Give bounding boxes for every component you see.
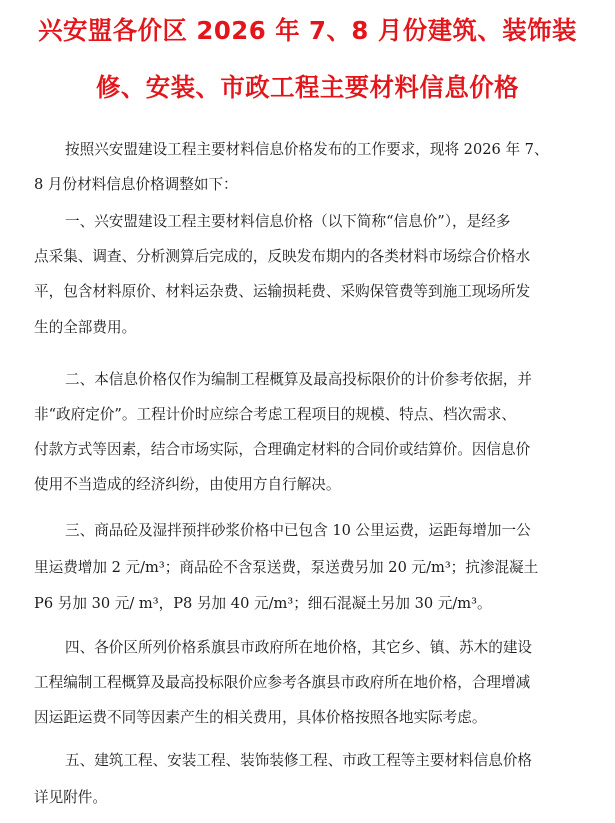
paragraph-line: P6 另加 30 元/ m³，P8 另加 40 元/m³；细石混凝土另加 30 元/m³。 <box>34 595 492 612</box>
paragraph-line: 详见附件。 <box>34 789 107 806</box>
paragraph-line: 三、商品砼及湿拌预拌砂浆价格中已包含 10 公里运费，运距每增加一公 <box>65 522 531 539</box>
paragraph-line: 二、本信息价格仅作为编制工程概算及最高投标限价的计价参考依据，并 <box>65 371 533 388</box>
document-title-line-2: 修、安装、市政工程主要材料信息价格 <box>96 73 519 102</box>
paragraph-line: 里运费增加 2 元/m³；商品砼不含泵送费，泵送费另加 20 元/m³；抗渗混凝土 <box>34 559 539 576</box>
paragraph-line: 按照兴安盟建设工程主要材料信息价格发布的工作要求，现将 2026 年 7、 <box>65 141 549 158</box>
paragraph-line: 因运距运费不同等因素产生的相关费用，具体价格按照各地实际考虑。 <box>34 709 487 726</box>
paragraph-line: 非“政府定价”。工程计价时应综合考虑工程项目的规模、特点、档次需求、 <box>34 406 516 423</box>
paragraph-line: 五、建筑工程、安装工程、装饰装修工程、市政工程等主要材料信息价格 <box>65 752 533 769</box>
paragraph-line: 付款方式等因素，结合市场实际，合理确定材料的合同价或结算价。因信息价 <box>34 441 531 458</box>
paragraph-line: 点采集、调查、分析测算后完成的，反映发布期内的各类材料市场综合价格水 <box>34 248 531 265</box>
paragraph-line: 工程编制工程概算及最高投标限价应参考各旗县市政府所在地价格，合理增减 <box>34 674 531 691</box>
paragraph-line: 一、兴安盟建设工程主要材料信息价格（以下简称“信息价”），是经多 <box>65 213 511 230</box>
document-title-line-1: 兴安盟各价区 2026 年 7、8 月份建筑、装饰装 <box>38 16 577 45</box>
paragraph-line: 8 月份材料信息价格调整如下： <box>34 176 238 193</box>
paragraph-line: 四、各价区所列价格系旗县市政府所在地价格，其它乡、镇、苏木的建设 <box>65 639 533 656</box>
paragraph-line: 平，包含材料原价、材料运杂费、运输损耗费、采购保管费等到施工现场所发 <box>34 283 531 300</box>
paragraph-line: 使用不当造成的经济纠纷，由使用方自行解决。 <box>34 476 341 493</box>
paragraph-line: 生的全部费用。 <box>34 319 137 336</box>
